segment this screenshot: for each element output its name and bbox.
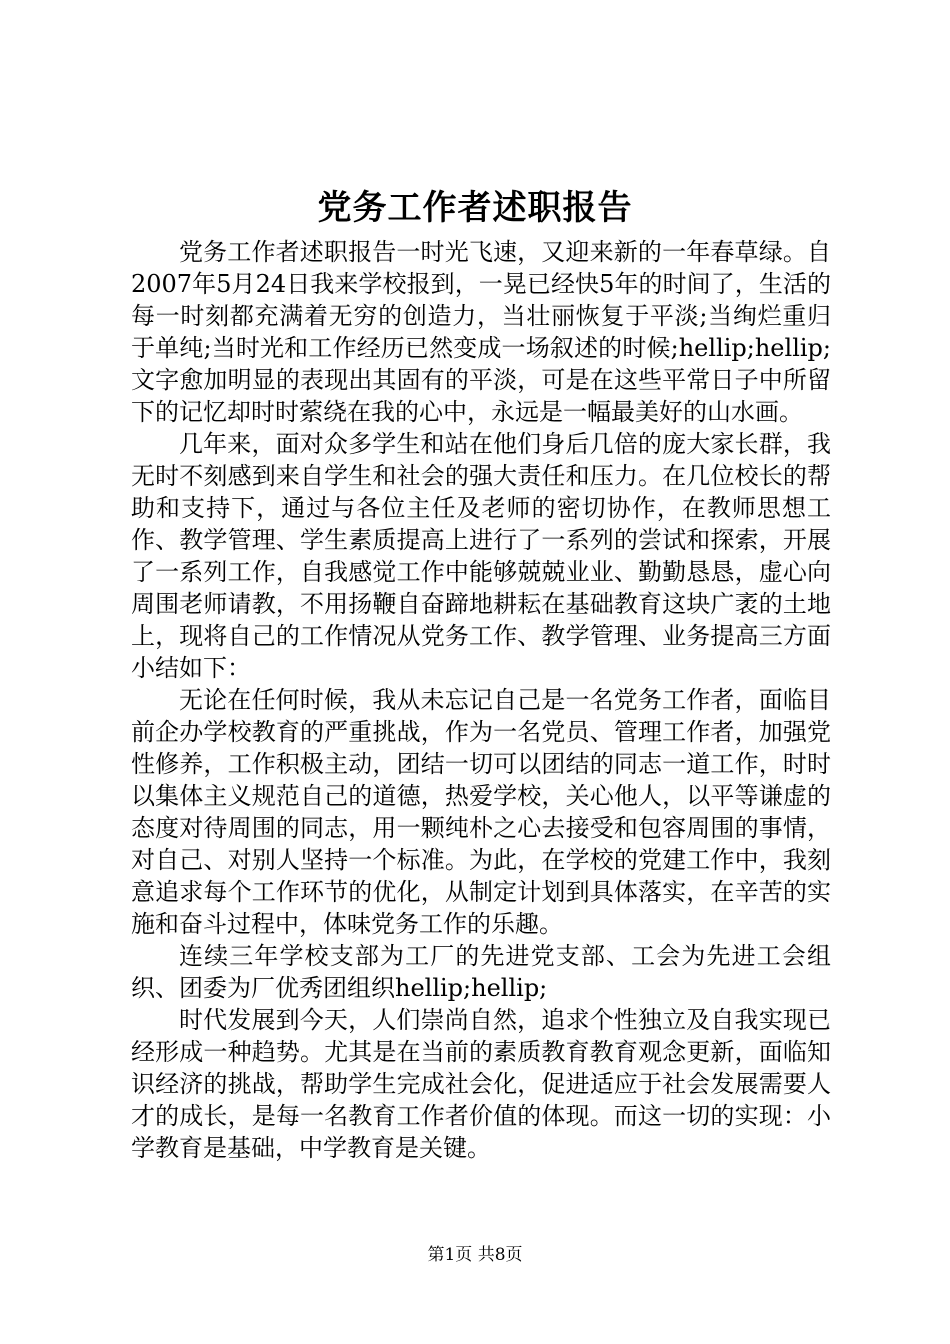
document-title: 党务工作者述职报告 (317, 188, 633, 228)
paragraph: 连续三年学校支部为工厂的先进党支部、工会为先进工会组织、团委为厂优秀团组织hellip;hellip; (131, 942, 831, 1002)
paragraph: 无论在任何时候，我从未忘记自己是一名党务工作者，面临目前企办学校教育的严重挑战，作为一名党员、管理工作者，加强党性修养，工作积极主动，团结一切可以团结的同志一道工作，时时以集体主义规范自己的道德，热爱学校，关心他人，以平等谦虚的态度对待周围的同志，用一颗纯朴之心去接受和包容周围的事情，对自己、对别人坚持一个标准。为此，在学校的党建工作中，我刻意追求每个工作环节的优化，从制定计划到具体落实，在辛苦的实施和奋斗过程中，体味党务工作的乐趣。 (131, 686, 831, 938)
page-footer: 第1页 共8页 (427, 1245, 523, 1265)
paragraph: 党务工作者述职报告一时光飞速，又迎来新的一年春草绿。自2007年5月24日我来学校报到，一晃已经快5年的时间了，生活的每一时刻都充满着无穷的创造力，当壮丽恢复于平淡;当绚烂重归于单纯;当时光和工作经历已然变成一场叙述的时候;hellip;hellip;文字愈加明显的表现出其固有的平淡，可是在这些平常日子中所留下的记忆却时时萦绕在我的心中，永远是一幅最美好的山水画。 (131, 238, 831, 426)
document-body (131, 236, 831, 1164)
paragraph: 时代发展到今天，人们崇尚自然，追求个性独立及自我实现已经形成一种趋势。尤其是在当前的素质教育教育观念更新，面临知识经济的挑战，帮助学生完成社会化，促进适应于社会发展需要人才的成长，是每一名教育工作者价值的体现。而这一切的实现：小学教育是基础，中学教育是关键。 (131, 1006, 831, 1162)
paragraph: 几年来，面对众多学生和站在他们身后几倍的庞大家长群，我无时不刻感到来自学生和社会的强大责任和压力。在几位校长的帮助和支持下，通过与各位主任及老师的密切协作，在教师思想工作、教学管理、学生素质提高上进行了一系列的尝试和探索，开展了一系列工作，自我感觉工作中能够兢兢业业、勤勤恳恳，虚心向周围老师请教，不用扬鞭自奋蹄地耕耘在基础教育这块广袤的土地上，现将自己的工作情况从党务工作、教学管理、业务提高三方面小结如下： (131, 430, 831, 682)
